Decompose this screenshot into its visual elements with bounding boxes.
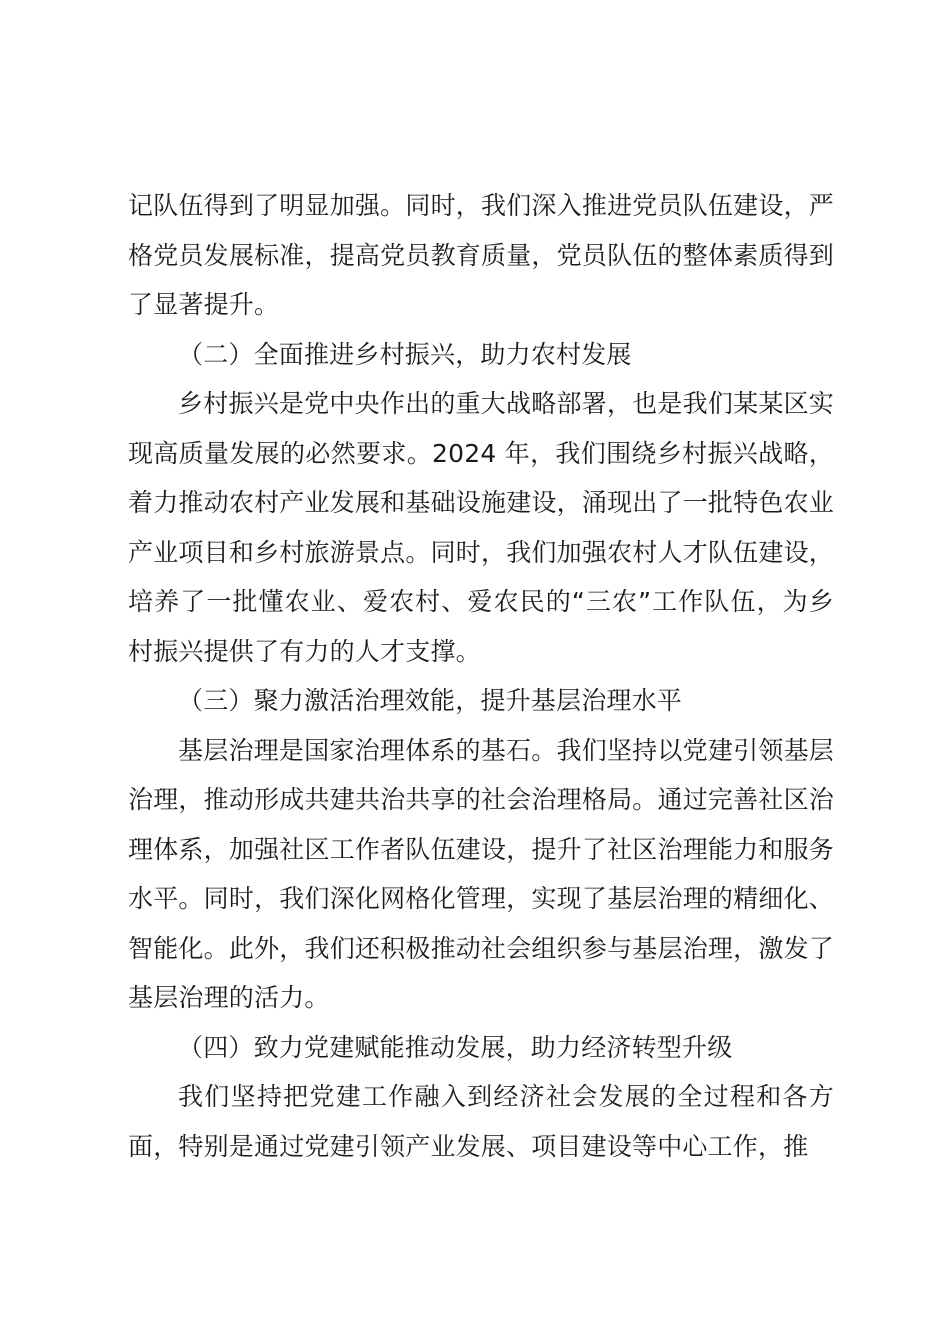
paragraph-party-building-economy: 我们坚持把党建工作融入到经济社会发展的全过程和各方面，特别是通过党建引领产业发展、项目建设等中心工作，推 — [128, 1082, 834, 1161]
paragraph-continued: 记队伍得到了明显加强。同时，我们深入推进党员队伍建设，严格党员发展标准，提高党员教育质量，党员队伍的整体素质得到了显著提升。 — [128, 191, 834, 319]
section-heading-2: （二）全面推进乡村振兴，助力农村发展 — [178, 339, 632, 369]
paragraph-grassroots-governance: 基层治理是国家治理体系的基石。我们坚持以党建引领基层治理，推动形成共建共治共享的社会治理格局。通过完善社区治理体系，加强社区工作者队伍建设，提升了社区治理能力和服务水平。同时，我们深化网格化管理，实现了基层治理的精细化、智能化。此外，我们还积极推动社会组织参与基层治理，激发了基层治理的活力。 — [128, 735, 834, 1012]
document-body — [128, 181, 834, 1171]
paragraph-rural-revitalization: 乡村振兴是党中央作出的重大战略部署，也是我们某某区实现高质量发展的必然要求。2024 年，我们围绕乡村振兴战略，着力推动农村产业发展和基础设施建设，涌现出了一批特色农业产业项目和乡村旅游景点。同时，我们加强农村人才队伍建设，培养了一批懂农业、爱农村、爱农民的“三农”工作队伍，为乡村振兴提供了有力的人才支撑。 — [128, 389, 834, 666]
section-heading-4: （四）致力党建赋能推动发展，助力经济转型升级 — [178, 1032, 733, 1062]
section-heading-3: （三）聚力激活治理效能，提升基层治理水平 — [178, 686, 683, 715]
